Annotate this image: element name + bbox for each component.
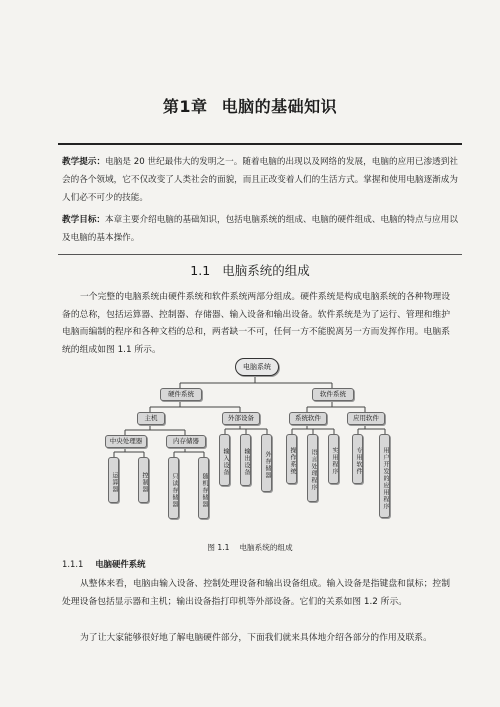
node-language-processor: 语言处理程序 xyxy=(307,434,318,502)
node-output-device: 输出设备 xyxy=(240,434,251,486)
node-cpu: 中央处理器 xyxy=(105,435,147,448)
section-number: 1.1 xyxy=(190,263,211,278)
chapter-number: 第1章 xyxy=(162,97,208,116)
node-external-storage: 外存储器 xyxy=(261,434,272,492)
section-name: 电脑系统的组成 xyxy=(222,263,310,278)
subsection-number: 1.1.1 xyxy=(62,559,84,569)
subsection-name: 电脑硬件系统 xyxy=(95,559,146,569)
node-peripherals: 外部设备 xyxy=(222,412,260,425)
node-utility-program: 实用程序 xyxy=(328,434,339,484)
teaching-hint-text: 电脑是 20 世纪最伟大的发明之一。随着电脑的出现以及网络的发展，电脑的应用已渗透到社会的各个领域，它不仅改变了人类社会的面貌，而且正改变着人们的生活方式。掌握和使用电脑逐渐成为人们必不可少的技能。 xyxy=(62,157,458,203)
teaching-goal-text: 本章主要介绍电脑的基础知识，包括电脑系统的组成、电脑的硬件组成、电脑的特点与应用以及电脑的基本操作。 xyxy=(62,215,458,243)
figure-number: 图 1.1 xyxy=(207,543,230,552)
teaching-goal-label: 教学目标： xyxy=(62,215,106,225)
subsection-title xyxy=(62,558,146,570)
node-operating-system: 操作系统 xyxy=(286,434,297,484)
node-software-system: 软件系统 xyxy=(312,388,354,401)
node-internal-memory: 内存储器 xyxy=(166,435,206,448)
chapter-title xyxy=(0,94,500,117)
teaching-goal xyxy=(62,211,458,247)
figure-caption xyxy=(0,542,500,553)
system-diagram xyxy=(100,355,410,530)
section-paragraph: 一个完整的电脑系统由硬件系统和软件系统两部分组成。硬件系统是构成电脑系统的各种物理设备的总称，包括运算器、控制器、存储器、输入设备和输出设备。软件系统是为了运行、管理和维护电脑而编制的程序和各种文档的总和，两者缺一不可，任何一方不能脱离另一方而发挥作用。电脑系统的组成如图 1.1 所示。 xyxy=(62,292,450,355)
node-computer-system: 电脑系统 xyxy=(235,358,279,376)
section-title xyxy=(0,261,500,279)
node-special-software: 专用软件 xyxy=(352,434,363,484)
chapter-name: 电脑的基础知识 xyxy=(221,97,338,116)
body-paragraph-2: 为了让大家能够很好地了解电脑硬件部分，下面我们就来具体地介绍各部分的作用及联系。 xyxy=(80,633,432,643)
node-ram: 随机存储器 xyxy=(198,457,209,519)
node-rom: 只读存储器 xyxy=(168,457,179,519)
node-controller: 控制器 xyxy=(138,457,149,503)
node-input-device: 输入设备 xyxy=(219,434,230,486)
body-paragraph-1: 从整体来看，电脑由输入设备、控制处理设备和输出设备组成。输入设备是指键盘和鼠标；控制处理设备包括显示器和主机；输出设备指打印机等外部设备。它们的关系如图 1.2 所示。 xyxy=(62,579,450,607)
figure-caption-text: 电脑系统的组成 xyxy=(239,543,293,552)
node-system-software: 系统软件 xyxy=(289,412,327,425)
node-alu: 运算器 xyxy=(108,457,119,503)
node-application-software: 应用软件 xyxy=(347,412,385,425)
node-user-program: 用户开发的应用程序 xyxy=(379,434,390,518)
teaching-hint xyxy=(62,153,458,207)
teaching-hint-label: 教学提示： xyxy=(62,157,106,167)
node-hardware-system: 硬件系统 xyxy=(160,388,202,401)
teaching-box xyxy=(58,143,462,255)
node-host: 主机 xyxy=(137,412,165,425)
